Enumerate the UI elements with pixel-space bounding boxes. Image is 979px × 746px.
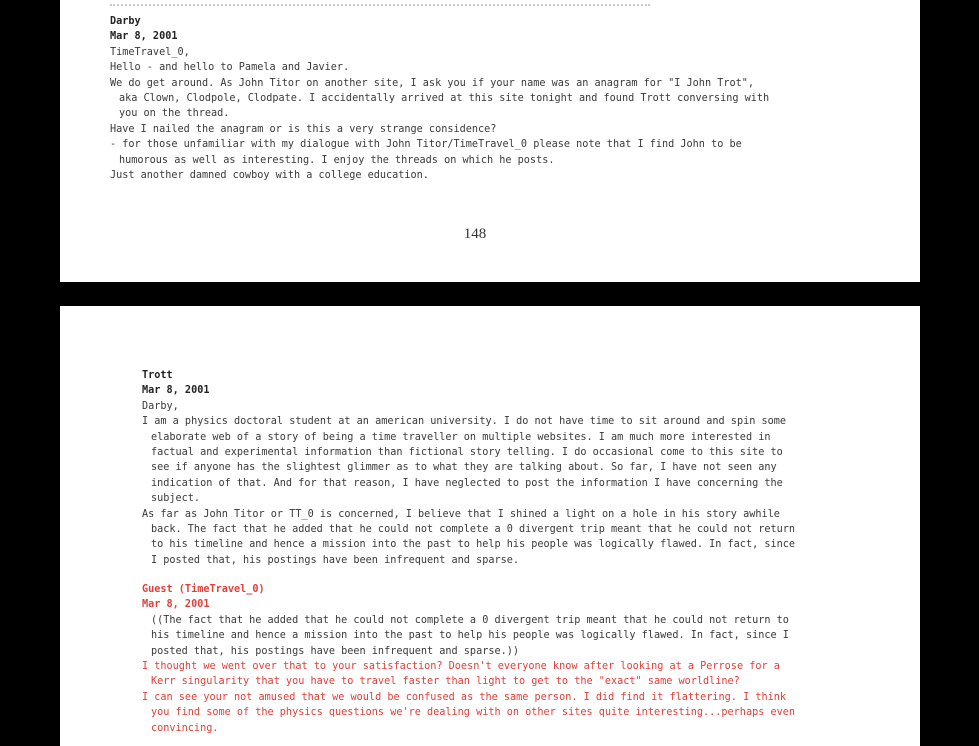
post-line: TimeTravel_0,: [110, 46, 190, 58]
post-date: Mar 8, 2001: [110, 31, 178, 43]
post-line: Have I nailed the anagram or is this a very strange considence?: [110, 123, 497, 135]
page-number: 148: [463, 226, 487, 242]
post-line: aka Clown, Clodpole, Clodpate. I accidentally arrived at this site tonight and found Trott conversing with: [119, 93, 770, 105]
post-body: [142, 399, 795, 568]
post-line: convincing.: [151, 722, 219, 734]
forum-post-guest-timetravel: [142, 582, 795, 736]
forum-post-trott: [142, 368, 795, 568]
post-line: humorous as well as interesting. I enjoy the threads on which he posts.: [119, 154, 555, 166]
post-line: - for those unfamiliar with my dialogue with John Titor/TimeTravel_0 please note that I find John to be: [110, 139, 742, 151]
post-line: posted that, his postings have been infrequent and sparse.)): [151, 645, 520, 657]
post-line: ((The fact that he added that he could not complete a 0 divergent trip meant that he could not return to: [151, 614, 789, 626]
post-line: subject.: [151, 493, 201, 505]
post-line: see if anyone has the slightest glimmer as to what they are talking about. So far, I have not seen any: [151, 462, 777, 474]
post-line: his timeline and hence a mission into the past to help his people was logically flawed. In fact, since I: [151, 630, 789, 642]
forum-post-darby: [110, 14, 769, 183]
post-date: Mar 8, 2001: [142, 385, 210, 397]
document-page-bottom: [60, 306, 920, 746]
post-line: I thought we went over that to your satisfaction? Doesn't everyone know after looking at a Perrose for a: [142, 661, 780, 673]
post-date: Mar 8, 2001: [142, 599, 210, 611]
post-author: Trott: [142, 370, 173, 381]
post-line: Kerr singularity that you have to travel faster than light to get to the "exact" same worldline?: [151, 676, 740, 688]
post-body: [110, 45, 769, 184]
post-line: elaborate web of a story of being a time traveller on multiple websites. I am much more interested in: [151, 431, 771, 443]
post-line: back. The fact that he added that he could not complete a 0 divergent trip meant that he could not return: [151, 524, 796, 536]
post-line: Darby,: [142, 400, 179, 412]
post-line: As far as John Titor or TT_0 is concerned, I believe that I shined a light on a hole in his story awhile: [142, 508, 780, 520]
post-line: We do get around. As John Titor on another site, I ask you if your name was an anagram for "I John Trot",: [110, 77, 755, 89]
post-author: Darby: [110, 16, 141, 27]
post-line: you find some of the physics questions we're dealing with on other sites quite interesting...perhaps even: [151, 707, 796, 719]
post-line: indication of that. And for that reason, I have neglected to post the information I have concerning the: [151, 477, 783, 489]
document-page-top: [60, 0, 920, 282]
post-author: Guest (TimeTravel_0): [142, 584, 265, 595]
post-line: Just another damned cowboy with a college education.: [110, 170, 429, 182]
post-line: Hello - and hello to Pamela and Javier.: [110, 62, 350, 74]
post-line: you on the thread.: [119, 108, 230, 120]
post-line: factual and experimental information than fictional story telling. I do occasional come to this site to: [151, 447, 783, 459]
post-line: I can see your not amused that we would be confused as the same person. I did find it flattering. I think: [142, 691, 787, 703]
post-body: [142, 613, 795, 736]
cropped-text-remnant: [110, 0, 650, 6]
post-line: I posted that, his postings have been infrequent and sparse.: [151, 554, 520, 566]
post-line: I am a physics doctoral student at an american university. I do not have time to sit around and spin some: [142, 416, 787, 428]
post-line: to his timeline and hence a mission into the past to help his people was logically flawed. In fact, since: [151, 539, 796, 551]
